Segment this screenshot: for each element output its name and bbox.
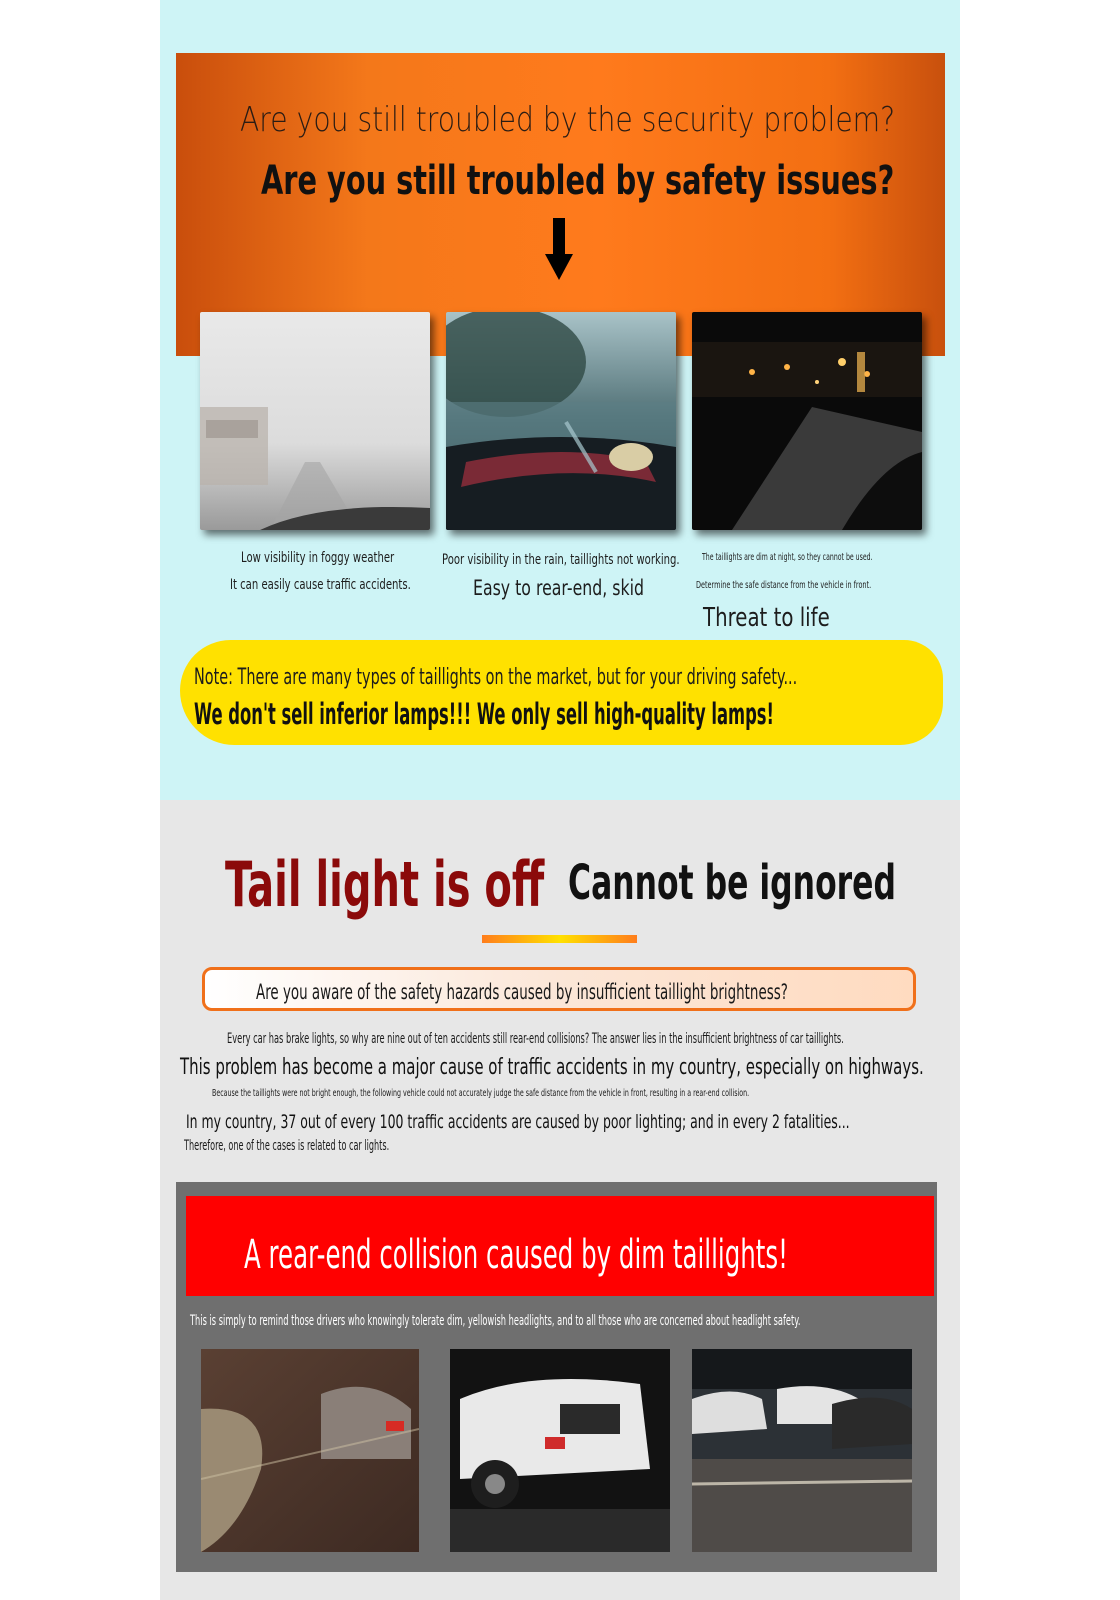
question-bold-heading: Are you still troubled by safety issues? (261, 158, 895, 204)
photo2-caption-line1: Poor visibility in the rain, taillights not working. (442, 552, 680, 568)
orange-header-panel (176, 53, 945, 356)
photo2-caption-line2: Easy to rear-end, skid (473, 576, 644, 600)
hazard-paragraph-1: Every car has brake lights, so why are nine out of ten accidents still rear-end collisions? The answer lies in the insufficient brightness of car taillights. (227, 1031, 844, 1047)
photo1-caption-line2: It can easily cause traffic accidents. (230, 577, 411, 593)
photo1-caption-line1: Low visibility in foggy weather (241, 550, 395, 566)
collision-banner-text: A rear-end collision caused by dim taillights! (244, 1232, 788, 1278)
hazard-paragraph-5: Therefore, one of the cases is related to car lights. (184, 1138, 390, 1154)
hazard-title-black: Cannot be ignored (568, 855, 897, 911)
crash-photo-2 (450, 1349, 670, 1552)
crash-photo-3 (692, 1349, 912, 1552)
rainy-windshield-photo (446, 312, 676, 530)
hazard-title-red: Tail light is off (225, 848, 545, 921)
title-underline-bar (482, 935, 637, 943)
down-arrow-icon (545, 218, 573, 280)
question-thin-heading: Are you still troubled by the security problem? (240, 100, 896, 140)
note-line1: Note: There are many types of taillights on the market, but for your driving safety... (194, 665, 798, 690)
photo3-caption-line1: The taillights are dim at night, so they cannot be used. (702, 552, 873, 563)
hazard-paragraph-4: In my country, 37 out of every 100 traffic accidents are caused by poor lighting; and in every 2 fatalities... (186, 1111, 850, 1133)
crash-photo-1 (201, 1349, 419, 1552)
collision-banner-subtext: This is simply to remind those drivers who knowingly tolerate dim, yellowish headlights, and to all those who are concerned about headlight safety. (190, 1313, 801, 1329)
hazard-paragraph-2: This problem has become a major cause of traffic accidents in my country, especially on highways. (180, 1055, 924, 1080)
hazard-paragraph-3: Because the taillights were not bright enough, the following vehicle could not accurately judge the safe distance from the vehicle in front, resulting in a rear-end collision. (212, 1088, 750, 1099)
hazard-question: Are you aware of the safety hazards caused by insufficient taillight brightness? (256, 980, 788, 1004)
foggy-road-photo (200, 312, 430, 530)
photo3-caption-line2: Determine the safe distance from the vehicle in front. (696, 580, 872, 591)
night-road-photo (692, 312, 922, 530)
photo3-caption-line3: Threat to life (703, 603, 830, 633)
note-line2: We don't sell inferior lamps!!! We only sell high-quality lamps! (194, 697, 775, 731)
